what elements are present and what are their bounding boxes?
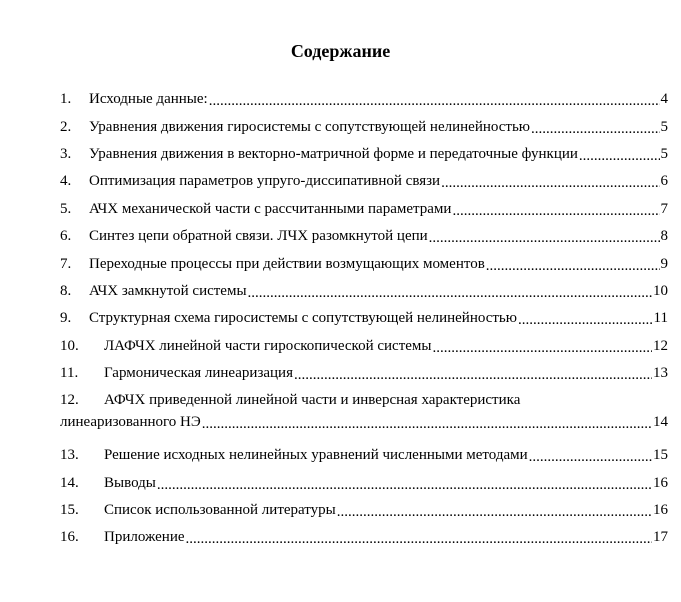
toc-entry	[60, 442, 668, 469]
toc-entry-text-continued: линеаризованного НЭ	[60, 413, 201, 430]
toc-dot-leader	[441, 175, 659, 192]
toc-entry-number: 11.	[60, 365, 79, 382]
toc-entry-text: Решение исходных нелинейных уравнений численными методами	[104, 447, 528, 464]
toc-dot-leader	[486, 258, 660, 275]
toc-dot-leader	[518, 312, 653, 329]
toc-entry	[60, 360, 668, 387]
toc-entry-page: 10	[653, 282, 668, 299]
toc-entry-text: Уравнения движения в векторно-матричной форме и передаточные функции	[89, 145, 578, 162]
toc-entry	[60, 196, 668, 223]
toc-dot-leader	[186, 531, 652, 548]
toc-dot-leader	[432, 340, 652, 357]
toc-entry-page: 17	[653, 529, 668, 546]
toc-entry-number: 4.	[60, 173, 72, 190]
toc-entry-page: 13	[653, 365, 668, 382]
toc-dot-leader	[337, 504, 652, 521]
toc-dot-leader	[202, 416, 652, 433]
toc-entry-text: Исходные данные:	[89, 91, 208, 108]
toc-dot-leader	[529, 449, 652, 466]
toc-entry	[60, 387, 668, 442]
toc-entry	[60, 223, 668, 250]
toc-entry-number: 13.	[60, 447, 79, 464]
toc-entry-page: 5	[660, 118, 668, 135]
toc-entry-page: 14	[653, 413, 668, 430]
toc-entry-text: Оптимизация параметров упруго-диссипативной связи	[89, 173, 441, 190]
toc-entry-text: Уравнения движения гиросистемы с сопутствующей нелинейностью	[89, 118, 531, 135]
toc-entry	[60, 278, 668, 305]
toc-entry-page: 8	[660, 228, 668, 245]
toc-entry-text: Синтез цепи обратной связи. ЛЧХ разомкнутой цепи	[89, 228, 428, 245]
toc-entry	[60, 469, 668, 496]
toc-entry-number: 10.	[60, 337, 79, 354]
toc-entry	[60, 113, 668, 140]
toc-entry	[60, 305, 668, 332]
toc-entry-text: Выводы	[104, 474, 156, 491]
toc-entry	[60, 250, 668, 277]
toc-entry-text: Список использованной литературы	[104, 502, 336, 519]
toc-entry-number: 12.	[60, 392, 79, 409]
toc-entry-number: 1.	[60, 91, 72, 108]
toc-entry-number: 6.	[60, 228, 72, 245]
toc-entry	[60, 333, 668, 360]
toc-entry-page: 5	[660, 145, 668, 162]
toc-entry-page: 12	[653, 337, 668, 354]
toc-title: Содержание	[290, 41, 391, 61]
toc-entry-number: 8.	[60, 282, 72, 299]
toc-entry-page: 6	[660, 173, 668, 190]
toc-dot-leader	[209, 93, 660, 110]
toc-dot-leader	[429, 230, 660, 247]
toc-entry	[60, 86, 668, 113]
toc-entry	[60, 168, 668, 195]
toc-entry	[60, 141, 668, 168]
toc-entry-page: 4	[660, 91, 668, 108]
toc-entry-text: Приложение	[104, 529, 185, 546]
toc-entry-text: ЛАФЧХ линейной части гироскопической системы	[104, 337, 432, 354]
toc-entry-text: Переходные процессы при действии возмущающих моментов	[89, 255, 485, 272]
toc-dot-leader	[157, 477, 652, 494]
toc-entry-page: 11	[653, 310, 668, 327]
toc-entry-number: 5.	[60, 200, 72, 217]
toc-entry-page: 16	[653, 474, 668, 491]
toc-entry-page: 7	[660, 200, 668, 217]
toc-entry-number: 9.	[60, 310, 72, 327]
table-of-contents	[60, 86, 668, 552]
toc-entry-number: 3.	[60, 145, 72, 162]
toc-entry-text: Гармоническая линеаризация	[104, 365, 293, 382]
toc-entry-text: АФЧХ приведенной линейной части и инверсная характеристика	[104, 392, 521, 409]
toc-entry	[60, 497, 668, 524]
toc-entry-text: АЧХ замкнутой системы	[89, 282, 247, 299]
toc-entry	[60, 524, 668, 551]
toc-dot-leader	[531, 121, 659, 138]
toc-entry-number: 15.	[60, 502, 79, 519]
toc-entry-number: 7.	[60, 255, 72, 272]
toc-dot-leader	[248, 285, 652, 302]
toc-dot-leader	[579, 148, 660, 165]
toc-entry-number: 16.	[60, 529, 79, 546]
toc-entry-page: 15	[653, 447, 668, 464]
toc-entry-page: 16	[653, 502, 668, 519]
toc-dot-leader	[294, 367, 652, 384]
toc-entry-text: Структурная схема гиросистемы с сопутствующей нелинейностью	[89, 310, 517, 327]
toc-entry-number: 14.	[60, 474, 79, 491]
toc-dot-leader	[452, 203, 659, 220]
toc-entry-text: АЧХ механической части с рассчитанными параметрами	[89, 200, 452, 217]
toc-entry-number: 2.	[60, 118, 72, 135]
toc-entry-page: 9	[660, 255, 668, 272]
